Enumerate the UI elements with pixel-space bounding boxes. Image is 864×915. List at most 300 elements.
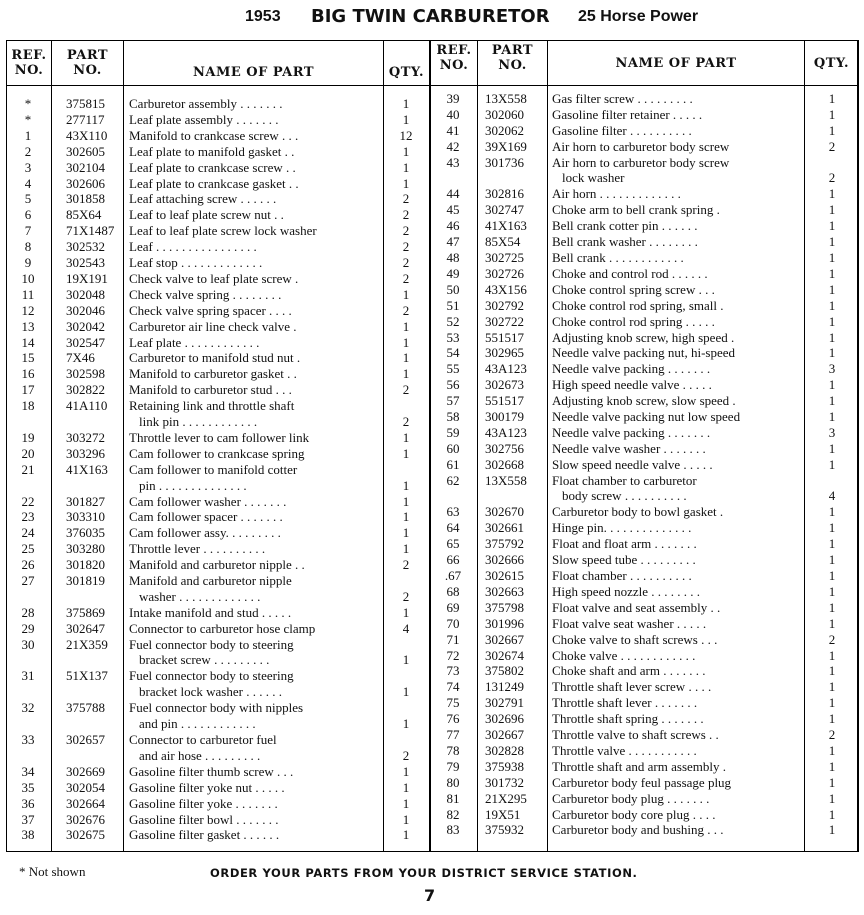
table-row bbox=[0, 600, 864, 616]
part-name: Throttle valve to shaft screws . . bbox=[552, 727, 719, 742]
part-name: Throttle shaft lever . . . . . . . bbox=[552, 695, 698, 711]
part-number: 51X137 bbox=[66, 668, 108, 684]
part-number: 43X156 bbox=[485, 281, 527, 297]
ref-number: 17 bbox=[21, 382, 35, 398]
ref-number: 78 bbox=[446, 742, 460, 758]
part-number: 302675 bbox=[66, 827, 105, 843]
quantity: 4 bbox=[828, 488, 836, 504]
quantity: 1 bbox=[828, 536, 836, 552]
part-number: 551517 bbox=[485, 393, 524, 409]
part-name: Adjusting knob screw, high speed . bbox=[552, 329, 735, 345]
ref-number: 51 bbox=[446, 297, 460, 313]
part-number: 302791 bbox=[485, 695, 524, 711]
table-row bbox=[0, 473, 864, 505]
ref-number: 50 bbox=[446, 281, 460, 297]
part-number: 43X110 bbox=[66, 127, 108, 143]
part-name: Leaf stop . . . . . . . . . . . . . bbox=[129, 255, 263, 270]
quantity: 1 bbox=[402, 827, 410, 843]
ref-number: 12 bbox=[21, 302, 35, 318]
quantity: 1 bbox=[402, 159, 410, 175]
ref-number: 60 bbox=[446, 440, 460, 456]
ref-number: 20 bbox=[21, 445, 35, 461]
table-row bbox=[0, 743, 864, 759]
part-name: Air horn . . . . . . . . . . . . . bbox=[552, 186, 681, 202]
table-row bbox=[0, 266, 864, 282]
part-number: 302676 bbox=[66, 811, 105, 827]
part-name: Float and float arm . . . . . . . bbox=[552, 536, 697, 552]
table-row bbox=[0, 202, 864, 218]
quantity: 1 bbox=[828, 377, 836, 393]
quantity: 2 bbox=[402, 382, 410, 398]
quantity: 1 bbox=[828, 393, 836, 409]
ref-number: 58 bbox=[446, 409, 460, 424]
part-name: Throttle shaft and arm assembly . bbox=[552, 758, 727, 774]
part-name: Air horn to carburetor body screw bbox=[552, 154, 730, 170]
part-number: 302663 bbox=[485, 583, 524, 599]
ref-number: 2 bbox=[24, 143, 32, 159]
part-number: 41X163 bbox=[485, 218, 527, 234]
table-row bbox=[0, 91, 864, 107]
part-name: Leaf plate . . . . . . . . . . . . bbox=[129, 334, 260, 350]
table-row bbox=[0, 345, 864, 361]
quantity: 2 bbox=[402, 270, 410, 286]
table-row bbox=[0, 663, 864, 679]
quantity: 1 bbox=[402, 350, 410, 366]
quantity: 1 bbox=[402, 541, 410, 557]
table-row bbox=[0, 822, 864, 838]
part-number: 302696 bbox=[485, 711, 524, 727]
ref-number: 77 bbox=[446, 727, 460, 742]
quantity: 1 bbox=[828, 202, 836, 218]
ref-number: 36 bbox=[21, 795, 35, 811]
part-number: 13X558 bbox=[485, 91, 527, 106]
quantity: 2 bbox=[828, 631, 836, 647]
part-number: 302606 bbox=[66, 175, 105, 191]
part-number: 302674 bbox=[485, 647, 524, 663]
part-name: link pin . . . . . . . . . . . . bbox=[139, 413, 258, 429]
table-row bbox=[0, 775, 864, 791]
part-name: Float chamber . . . . . . . . . . bbox=[552, 568, 692, 583]
ref-number: 72 bbox=[446, 647, 460, 663]
quantity: 1 bbox=[828, 758, 836, 774]
col-qty-header: QTY. bbox=[813, 55, 850, 71]
ref-number: 24 bbox=[21, 525, 35, 541]
quantity: 2 bbox=[402, 557, 410, 573]
part-number: 303310 bbox=[66, 509, 105, 525]
part-number: 302965 bbox=[485, 345, 524, 361]
part-number: 302666 bbox=[485, 552, 524, 568]
part-name: Carburetor to manifold stud nut . bbox=[129, 350, 301, 366]
ref-number: 53 bbox=[446, 329, 460, 345]
quantity: 2 bbox=[828, 727, 836, 742]
part-name: Leaf attaching screw . . . . . . bbox=[129, 191, 277, 207]
quantity: 1 bbox=[828, 456, 836, 472]
ref-number: 33 bbox=[21, 732, 35, 747]
part-name: Carburetor body plug . . . . . . . bbox=[552, 790, 710, 806]
part-number: 302664 bbox=[66, 795, 105, 811]
part-name: Choke valve . . . . . . . . . . . . bbox=[552, 647, 696, 663]
ref-number: 11 bbox=[21, 286, 35, 302]
part-number: 85X64 bbox=[66, 207, 102, 223]
table-row bbox=[0, 457, 864, 473]
part-name: Slow speed needle valve . . . . . bbox=[552, 456, 713, 472]
part-name: Cam follower spacer . . . . . . . bbox=[129, 509, 283, 525]
part-number: 301820 bbox=[66, 557, 105, 573]
part-number: 375815 bbox=[66, 96, 105, 111]
part-number: 7X46 bbox=[66, 350, 95, 366]
part-number: 303272 bbox=[66, 429, 105, 445]
quantity: 2 bbox=[402, 588, 410, 604]
ref-number: 5 bbox=[24, 191, 32, 207]
part-number: 300179 bbox=[485, 409, 524, 424]
ref-number: 80 bbox=[446, 774, 460, 790]
quantity: 1 bbox=[402, 366, 410, 382]
part-number: 21X359 bbox=[66, 636, 108, 652]
part-name: Cam follower washer . . . . . . . bbox=[129, 493, 287, 509]
ref-number: 43 bbox=[446, 154, 460, 170]
quantity: 1 bbox=[402, 286, 410, 302]
quantity: 1 bbox=[828, 615, 836, 631]
ref-number: 79 bbox=[446, 758, 460, 774]
ref-number: 70 bbox=[446, 615, 460, 631]
part-name: Fuel connector body to steering bbox=[129, 636, 294, 652]
quantity: 1 bbox=[828, 218, 836, 234]
quantity: 1 bbox=[402, 96, 410, 111]
part-number: 551517 bbox=[485, 329, 524, 345]
ref-number: 49 bbox=[446, 265, 460, 281]
part-name: Bell crank washer . . . . . . . . bbox=[552, 234, 698, 250]
part-name: Choke control spring screw . . . bbox=[552, 281, 715, 297]
quantity: 1 bbox=[402, 525, 410, 541]
part-number: 302060 bbox=[485, 106, 524, 122]
quantity: 2 bbox=[828, 170, 836, 186]
part-name: Manifold and carburetor nipple bbox=[129, 573, 292, 588]
part-name: Manifold and carburetor nipple . . bbox=[129, 557, 305, 573]
quantity: 2 bbox=[402, 207, 410, 223]
quantity: 1 bbox=[828, 329, 836, 345]
part-number: 302598 bbox=[66, 366, 105, 382]
ref-number: 44 bbox=[446, 186, 460, 202]
part-name: Slow speed tube . . . . . . . . . bbox=[552, 552, 696, 568]
part-number: 375792 bbox=[485, 536, 524, 552]
part-number: 301858 bbox=[66, 191, 105, 207]
quantity: 1 bbox=[828, 695, 836, 711]
ref-number: 10 bbox=[21, 270, 35, 286]
table-row bbox=[0, 155, 864, 187]
part-number: 13X558 bbox=[485, 472, 527, 488]
quantity: 1 bbox=[402, 334, 410, 350]
part-name: Gasoline filter . . . . . . . . . . bbox=[552, 122, 692, 138]
ref-number: .67 bbox=[444, 568, 462, 583]
part-name: Gasoline filter bowl . . . . . . . bbox=[129, 811, 279, 827]
part-name: Choke control rod spring, small . bbox=[552, 297, 724, 313]
quantity: 1 bbox=[402, 111, 410, 127]
part-number: 301819 bbox=[66, 573, 105, 588]
part-name: Check valve spring . . . . . . . . bbox=[129, 286, 282, 302]
table-row bbox=[0, 361, 864, 377]
part-name: Carburetor body and bushing . . . bbox=[552, 822, 724, 838]
ref-number: 81 bbox=[446, 790, 460, 806]
table-row bbox=[0, 727, 864, 743]
page-title: BIG TWIN CARBURETOR bbox=[311, 6, 550, 27]
part-name: Manifold to carburetor gasket . . bbox=[129, 366, 297, 382]
part-number: 303296 bbox=[66, 445, 105, 461]
part-name: Throttle lever to cam follower link bbox=[129, 429, 310, 445]
part-name: pin . . . . . . . . . . . . . . bbox=[139, 477, 247, 493]
ref-number: 75 bbox=[446, 695, 460, 711]
part-name: Check valve to leaf plate screw . bbox=[129, 270, 299, 286]
quantity: 1 bbox=[402, 175, 410, 191]
quantity: 1 bbox=[828, 234, 836, 250]
part-name: Float valve seat washer . . . . . bbox=[552, 615, 707, 631]
quantity: 1 bbox=[828, 774, 836, 790]
page-number: 7 bbox=[424, 886, 436, 905]
part-name: and air hose . . . . . . . . . bbox=[139, 747, 261, 763]
quantity: 1 bbox=[402, 143, 410, 159]
part-name: Choke control rod spring . . . . . bbox=[552, 313, 715, 329]
part-number: 302792 bbox=[485, 297, 524, 313]
ref-number: 32 bbox=[21, 700, 35, 716]
table-row bbox=[0, 536, 864, 552]
part-name: Choke valve to shaft screws . . . bbox=[552, 631, 718, 647]
table-row bbox=[0, 616, 864, 632]
page-header bbox=[0, 6, 864, 28]
quantity: 1 bbox=[402, 318, 410, 334]
ref-number: 57 bbox=[446, 393, 460, 409]
quantity: 1 bbox=[402, 509, 410, 525]
ref-number: 1 bbox=[24, 127, 32, 143]
ref-number: 62 bbox=[446, 472, 460, 488]
part-name: Choke arm to bell crank spring . bbox=[552, 202, 720, 218]
part-name: Needle valve packing . . . . . . . bbox=[552, 361, 711, 377]
ref-number: 74 bbox=[446, 679, 460, 695]
part-name: Carburetor air line check valve . bbox=[129, 318, 297, 334]
part-number: 277117 bbox=[66, 111, 105, 127]
part-name: Leaf plate to crankcase screw . . bbox=[129, 159, 296, 175]
table-row bbox=[0, 282, 864, 298]
table-row bbox=[0, 250, 864, 266]
part-name: Needle valve washer . . . . . . . bbox=[552, 440, 706, 456]
part-number: 19X191 bbox=[66, 270, 108, 286]
part-name: Cam follower to manifold cotter bbox=[129, 461, 298, 477]
quantity: 1 bbox=[828, 504, 836, 520]
quantity: 1 bbox=[828, 265, 836, 281]
part-name: Connector to carburetor hose clamp bbox=[129, 620, 316, 636]
part-name: Leaf to leaf plate screw nut . . bbox=[129, 207, 284, 223]
quantity: 1 bbox=[828, 186, 836, 202]
ref-number: 39 bbox=[446, 91, 460, 106]
part-name: Throttle lever . . . . . . . . . . bbox=[129, 541, 266, 557]
ref-number: 55 bbox=[446, 361, 460, 377]
ref-number: 69 bbox=[446, 599, 460, 615]
part-name: Throttle valve . . . . . . . . . . . bbox=[552, 742, 697, 758]
part-name: washer . . . . . . . . . . . . . bbox=[139, 588, 261, 604]
part-name: Bell crank cotter pin . . . . . . bbox=[552, 218, 698, 234]
quantity: 1 bbox=[828, 122, 836, 138]
part-name: Fuel connector body to steering bbox=[129, 668, 294, 684]
part-name: Cam follower to crankcase spring bbox=[129, 445, 305, 461]
quantity: 1 bbox=[828, 281, 836, 297]
quantity: 2 bbox=[402, 413, 410, 429]
quantity: 12 bbox=[399, 127, 413, 143]
part-number: 43A123 bbox=[485, 424, 527, 440]
part-name: Manifold to carburetor stud . . . bbox=[129, 382, 292, 398]
table-row bbox=[0, 552, 864, 568]
ref-number: 14 bbox=[21, 334, 35, 350]
ref-number: 30 bbox=[21, 636, 35, 652]
part-name: Gasoline filter retainer . . . . . bbox=[552, 106, 703, 122]
ref-number: 65 bbox=[446, 536, 460, 552]
table-row bbox=[0, 186, 864, 202]
table-row bbox=[0, 759, 864, 775]
part-name: body screw . . . . . . . . . . bbox=[562, 488, 687, 504]
ref-number: 31 bbox=[21, 668, 35, 684]
ref-number: 37 bbox=[21, 811, 35, 827]
table-row bbox=[0, 568, 864, 584]
ref-number: 8 bbox=[24, 239, 32, 255]
quantity: 4 bbox=[402, 620, 410, 636]
footnote: * Not shown bbox=[19, 864, 86, 879]
part-number: 376035 bbox=[66, 525, 105, 541]
col-ref-header: REF. NO. bbox=[11, 48, 47, 78]
quantity: 1 bbox=[828, 663, 836, 679]
part-name: Retaining link and throttle shaft bbox=[129, 398, 295, 414]
quantity: 1 bbox=[402, 763, 410, 779]
horse-power: 25 Horse Power bbox=[578, 8, 699, 25]
quantity: 1 bbox=[402, 716, 410, 732]
part-name: High speed nozzle . . . . . . . . bbox=[552, 583, 701, 599]
part-name: Needle valve packing nut, hi-speed bbox=[552, 345, 736, 361]
quantity: 1 bbox=[828, 345, 836, 361]
ref-number: 4 bbox=[24, 175, 32, 191]
table-row bbox=[0, 107, 864, 123]
part-number: 41A110 bbox=[66, 398, 108, 414]
part-number: 21X295 bbox=[485, 790, 527, 806]
part-number: 302547 bbox=[66, 334, 105, 350]
part-name: Fuel connector body with nipples bbox=[129, 700, 304, 716]
part-number: 302670 bbox=[485, 504, 524, 520]
ref-number: 76 bbox=[446, 711, 460, 727]
part-name: Adjusting knob screw, slow speed . bbox=[552, 393, 736, 409]
table-row bbox=[0, 393, 864, 409]
col-qty-header: QTY. bbox=[388, 65, 425, 80]
part-name: Intake manifold and stud . . . . . bbox=[129, 604, 292, 620]
part-number: 302104 bbox=[66, 159, 105, 175]
part-name: Leaf . . . . . . . . . . . . . . . . bbox=[129, 239, 257, 255]
part-name: Gasoline filter thumb screw . . . bbox=[129, 763, 294, 779]
part-name: Leaf plate to manifold gasket . . bbox=[129, 143, 295, 159]
quantity: 1 bbox=[828, 806, 836, 822]
ref-number: 52 bbox=[446, 313, 460, 329]
part-number: 302725 bbox=[485, 250, 524, 265]
ref-number: 41 bbox=[446, 122, 460, 138]
table-row bbox=[0, 218, 864, 234]
quantity: 1 bbox=[828, 552, 836, 568]
quantity: 1 bbox=[828, 711, 836, 727]
quantity: 1 bbox=[828, 599, 836, 615]
quantity: 1 bbox=[402, 684, 410, 700]
part-name: Air horn to carburetor body screw bbox=[552, 138, 730, 154]
quantity: 1 bbox=[402, 652, 410, 668]
part-name: Needle valve packing . . . . . . . bbox=[552, 424, 711, 440]
ref-number: 26 bbox=[21, 557, 35, 573]
table-row bbox=[0, 584, 864, 600]
part-name: Leaf plate assembly . . . . . . . bbox=[129, 111, 279, 127]
table-row bbox=[0, 807, 864, 823]
col-name-header: NAME OF PART bbox=[192, 65, 315, 80]
table-row bbox=[0, 441, 864, 457]
table-row bbox=[0, 695, 864, 711]
part-number: 302543 bbox=[66, 255, 105, 270]
col-part-header: PART NO. bbox=[491, 43, 534, 73]
part-number: 302605 bbox=[66, 143, 105, 159]
col-part-header: PART NO. bbox=[66, 48, 109, 78]
ref-number: 6 bbox=[24, 207, 32, 223]
ref-number: * bbox=[24, 111, 32, 127]
quantity: 1 bbox=[402, 477, 410, 493]
quantity: 1 bbox=[828, 822, 836, 838]
table-row bbox=[0, 139, 864, 155]
col-ref-header: REF. NO. bbox=[436, 43, 472, 73]
quantity: 1 bbox=[828, 583, 836, 599]
ref-number: 25 bbox=[21, 541, 35, 557]
quantity: 1 bbox=[402, 604, 410, 620]
quantity: 3 bbox=[828, 424, 836, 440]
ref-number: 48 bbox=[446, 250, 460, 265]
quantity: 1 bbox=[828, 91, 836, 106]
part-name: Throttle shaft lever screw . . . . bbox=[552, 679, 712, 695]
part-name: Leaf to leaf plate screw lock washer bbox=[129, 223, 317, 239]
ref-number: 35 bbox=[21, 779, 35, 795]
part-number: 301827 bbox=[66, 493, 105, 509]
ref-number: * bbox=[24, 96, 32, 111]
part-name: Manifold to crankcase screw . . . bbox=[129, 127, 299, 143]
quantity: 3 bbox=[828, 361, 836, 377]
part-number: 375938 bbox=[485, 758, 524, 774]
part-number: 302756 bbox=[485, 440, 524, 456]
part-number: 302722 bbox=[485, 313, 524, 329]
table-row bbox=[0, 504, 864, 520]
part-number: 302668 bbox=[485, 456, 524, 472]
quantity: 1 bbox=[828, 742, 836, 758]
ref-number: 56 bbox=[446, 377, 460, 393]
part-number: 302673 bbox=[485, 377, 524, 393]
part-number: 302615 bbox=[485, 568, 524, 583]
part-number: 19X51 bbox=[485, 806, 521, 822]
quantity: 1 bbox=[402, 779, 410, 795]
quantity: 1 bbox=[828, 647, 836, 663]
quantity: 1 bbox=[828, 409, 836, 424]
ref-number: 64 bbox=[446, 520, 460, 536]
table-row bbox=[0, 425, 864, 441]
part-name: Float valve and seat assembly . . bbox=[552, 599, 721, 615]
part-number: 375869 bbox=[66, 604, 105, 620]
quantity: 1 bbox=[402, 445, 410, 461]
part-name: Choke shaft and arm . . . . . . . bbox=[552, 663, 706, 679]
part-name: Bell crank . . . . . . . . . . . . bbox=[552, 250, 684, 265]
ref-number: 59 bbox=[446, 424, 460, 440]
ref-number: 21 bbox=[21, 461, 35, 477]
part-name: Gas filter screw . . . . . . . . . bbox=[552, 91, 693, 106]
part-name: Gasoline filter yoke . . . . . . . bbox=[129, 795, 278, 811]
part-number: 43A123 bbox=[485, 361, 527, 377]
ref-number: 42 bbox=[446, 138, 460, 154]
part-number: 375802 bbox=[485, 663, 524, 679]
part-number: 302667 bbox=[485, 727, 524, 742]
col-name-header: NAME OF PART bbox=[615, 55, 737, 71]
part-number: 375788 bbox=[66, 700, 105, 716]
part-number: 301996 bbox=[485, 615, 524, 631]
